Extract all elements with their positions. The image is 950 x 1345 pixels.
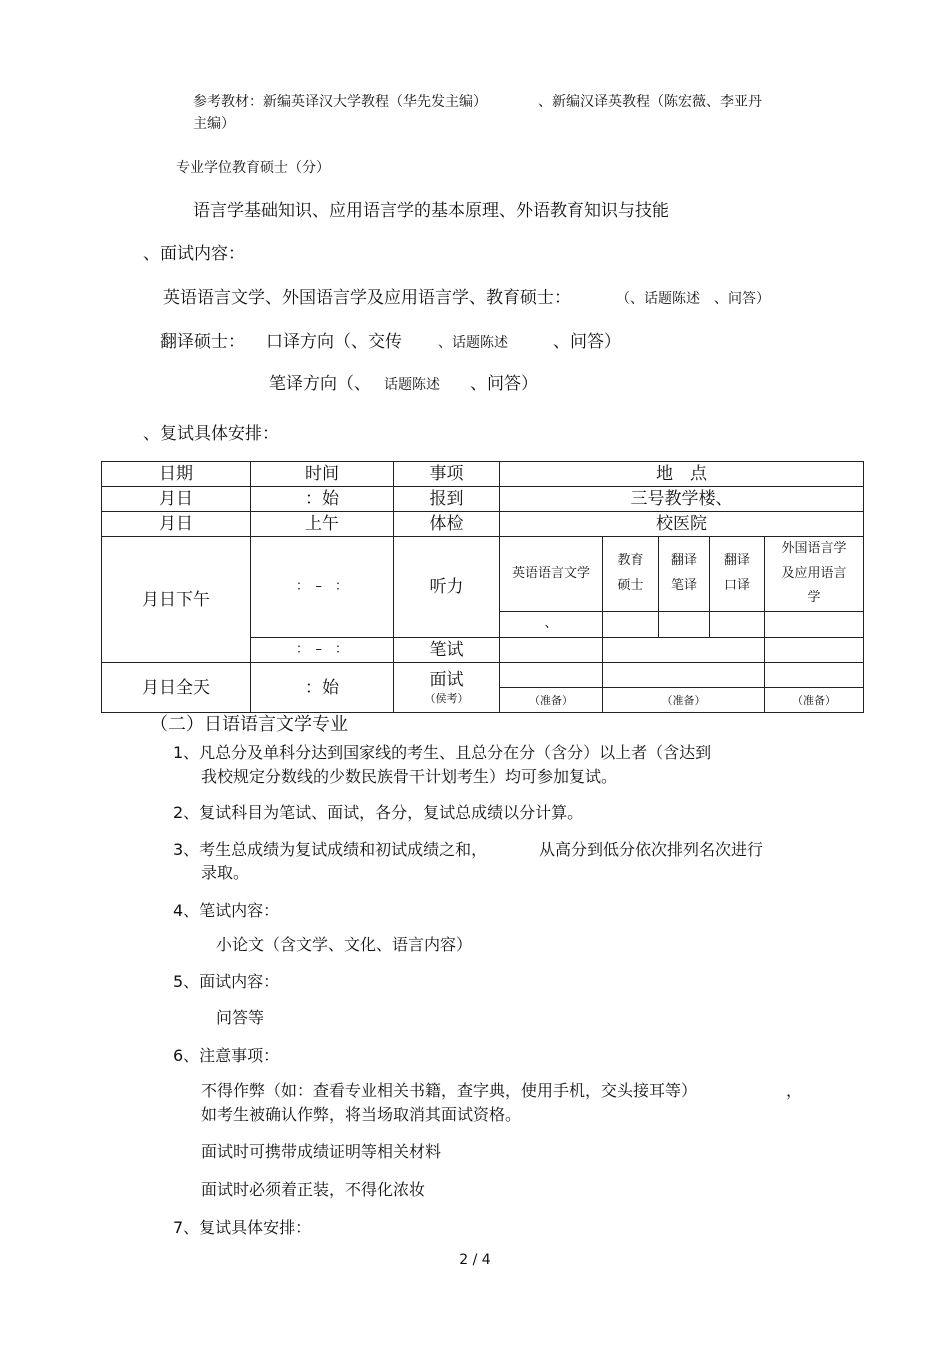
page-number: 2 / 4 [459, 1252, 491, 1268]
interview-english-paren: （、话题陈述 、问答） [616, 291, 770, 307]
oral-topic: 、话题陈述 [438, 335, 508, 351]
cell-prep: （准备） [765, 688, 864, 713]
cell-empty [765, 612, 864, 638]
item-6-note-1a: 不得作弊（如：查看专业相关书籍，查字典，使用手机，交头接耳等） [201, 1081, 698, 1100]
cell-prep: （准备） [603, 688, 765, 713]
cell-empty [603, 663, 765, 688]
cell-time: ：始 [251, 663, 394, 713]
interview-english: 英语语言文学、外国语言学及应用语言学、教育硕士： [163, 288, 571, 308]
item-3-line1a: 3、考生总成绩为复试成绩和初试成绩之和， [173, 840, 488, 859]
table-row [102, 663, 864, 688]
cell-date: 月日 [102, 487, 251, 512]
cell-item: 笔试 [394, 637, 500, 663]
table-row [102, 512, 864, 537]
subheader-linguistics: 外国语言学及应用语言学 [765, 537, 864, 612]
item-1-line1: 1、凡总分及单科分达到国家线的考生、且总分在分（含分）以上者（含达到 [173, 743, 712, 762]
oral-direction: 口译方向（、交传 [266, 332, 402, 352]
item-3-line2: 录取。 [201, 863, 250, 882]
item-5: 5、面试内容： [173, 972, 280, 991]
subheader-written-trans: 翻译笔译 [659, 537, 710, 612]
item-7: 7、复试具体安排： [173, 1218, 312, 1237]
interview-heading: 、面试内容： [143, 244, 245, 264]
oral-qa: 、问答） [553, 332, 621, 352]
table-row [102, 487, 864, 512]
table-header-row [102, 462, 864, 487]
cell-time: ： – ： [251, 637, 394, 663]
interview-item: 面试 [429, 670, 464, 691]
subheader-english-lit: 英语语言文学 [500, 537, 603, 612]
cell-date: 月日 [102, 512, 251, 537]
written-direction: 笔译方向（、 [269, 374, 371, 394]
ref-text-2: 主编） [193, 116, 235, 132]
written-qa: 、问答） [470, 374, 538, 394]
header-time: 时间 [251, 462, 394, 487]
cell-prep: （准备） [500, 688, 603, 713]
cell-time: ： – ： [251, 537, 394, 638]
cell-time: 上午 [251, 512, 394, 537]
ref-text-1a: 参考教材：新编英译汉大学教程（华先发主编） [193, 94, 487, 110]
item-4-sub: 小论文（含文学、文化、语言内容） [216, 935, 473, 954]
cell-empty [710, 612, 765, 638]
written-topic: 话题陈述 [384, 377, 440, 393]
item-2: 2、复试科目为笔试、面试，各分，复试总成绩以分计算。 [173, 803, 584, 822]
item-6-note-3: 面试时必须着正装，不得化浓妆 [201, 1180, 426, 1199]
translation-label: 翻译硕士： [160, 332, 245, 352]
item-4: 4、笔试内容： [173, 901, 280, 920]
header-place: 地 点 [500, 462, 864, 487]
interview-item-note: （侯考） [424, 692, 469, 706]
cell-empty [765, 663, 864, 688]
item-6: 6、注意事项： [173, 1046, 280, 1065]
header-item: 事项 [394, 462, 500, 487]
cell-time: ：始 [251, 487, 394, 512]
cell-place: 校医院 [500, 512, 864, 537]
item-5-sub: 问答等 [216, 1008, 265, 1027]
cell-item: 报到 [394, 487, 500, 512]
section-title: （二）日语语言文学专业 [150, 714, 348, 735]
cell-empty [603, 637, 765, 663]
cell-sub-mark: 、 [500, 612, 603, 638]
cell-empty [603, 612, 659, 638]
table-row [102, 537, 864, 612]
cell-item [394, 663, 500, 713]
cell-empty [500, 663, 603, 688]
item-3-line1b: 从高分到低分依次排列名次进行 [539, 840, 764, 859]
item-6-note-2: 面试时可携带成绩证明等相关材料 [201, 1142, 442, 1161]
cell-empty [659, 612, 710, 638]
item-6-note-1b: ， [786, 1081, 803, 1100]
edu-master-label: 专业学位教育硕士（分） [176, 160, 330, 176]
ref-text-1b: 、新编汉译英教程（陈宏薇、李亚丹 [538, 94, 762, 110]
cell-item: 体检 [394, 512, 500, 537]
item-6-note-1c: 如考生被确认作弊，将当场取消其面试资格。 [201, 1105, 522, 1124]
cell-empty [765, 637, 864, 663]
cell-date: 月日全天 [102, 663, 251, 713]
schedule-heading: 、复试具体安排： [143, 424, 279, 444]
schedule-table [101, 461, 864, 713]
item-1-line2: 我校规定分数线的少数民族骨干计划考生）均可参加复试。 [201, 767, 618, 786]
edu-content: 语言学基础知识、应用语言学的基本原理、外语教育知识与技能 [193, 201, 669, 221]
cell-date: 月日下午 [102, 537, 251, 663]
subheader-edu-master: 教育硕士 [603, 537, 659, 612]
subheader-oral-trans: 翻译口译 [710, 537, 765, 612]
cell-empty [500, 637, 603, 663]
cell-item: 听力 [394, 537, 500, 638]
cell-place: 三号教学楼、 [500, 487, 864, 512]
header-date: 日期 [102, 462, 251, 487]
